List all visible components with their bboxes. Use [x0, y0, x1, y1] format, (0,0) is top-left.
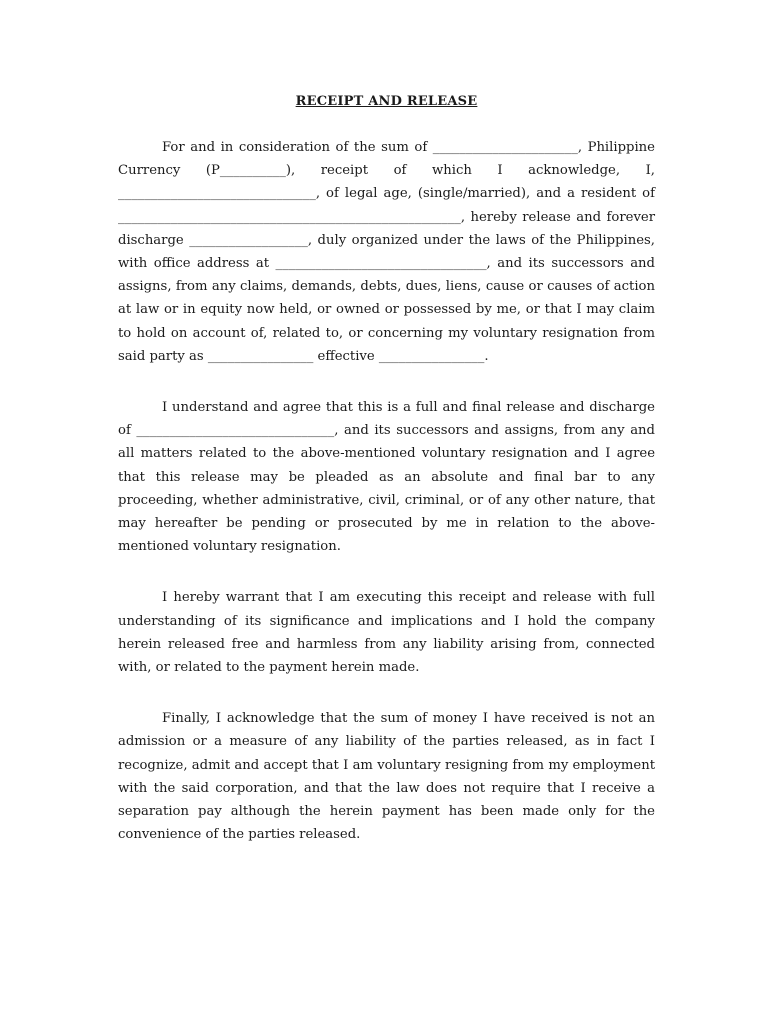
paragraph-full-release: I understand and agree that this is a full and final release and discharge of ______________________________, and its successors and assigns, from any and all matters related to the above-mentioned voluntary resignation and I agree that this release may be pleaded as an absolute and final bar to any proceeding, whether administrative, civil, criminal, or of any other nature, that may hereafter be pending or prosecuted by me in relation to the above-mentioned voluntary resignation. — [118, 400, 655, 555]
paragraph-consideration: For and in consideration of the sum of ______________________, Philippine Currency (P__________), receipt of which I acknowledge, I, ______________________________, of legal age, (single/married), and a resident of ____________________________________________________, hereby release and forever discharge __________________, duly organized under the laws of the Philippines, with office address at ________________________________, and its successors and assigns, from any claims, demands, debts, dues, liens, cause or causes of action at law or in equity now held, or owned or possessed by me, or that I may claim to hold on account of, related to, or concerning my voluntary resignation from said party as ________________ effective ________________. — [118, 140, 655, 364]
paragraph-warranty: I hereby warrant that I am executing this receipt and release with full understanding of its significance and implications and I hold the company herein released free and harmless from any liability arising from, connected with, or related to the payment herein made. — [118, 590, 655, 676]
document-title: RECEIPT AND RELEASE — [295, 94, 478, 109]
paragraph-acknowledgement: Finally, I acknowledge that the sum of money I have received is not an admission or a measure of any liability of the parties released, as in fact I recognize, admit and accept that I am voluntary resigning from my employment with the said corporation, and that the law does not require that I receive a separation pay although the herein payment has been made only for the convenience of the parties released. — [118, 711, 655, 843]
document-page — [118, 92, 655, 874]
